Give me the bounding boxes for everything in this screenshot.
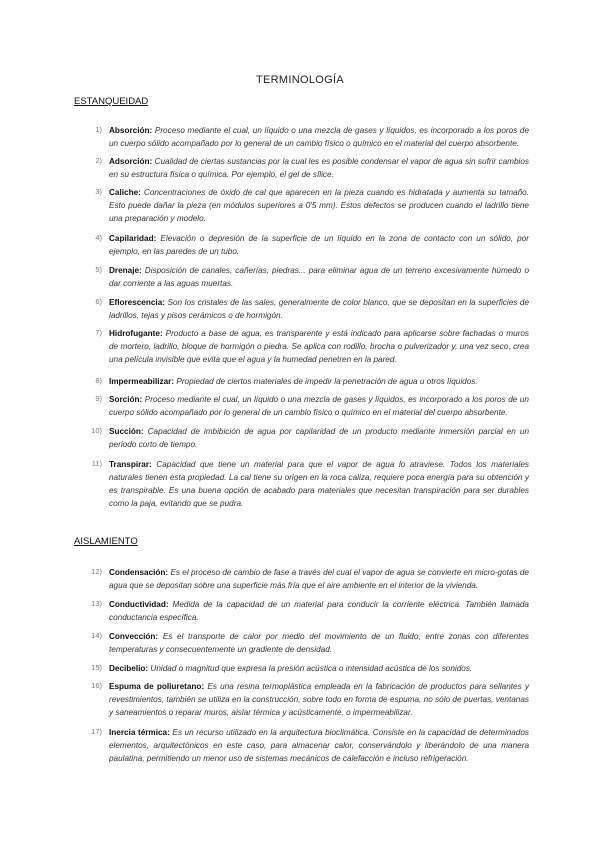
item-number: 12): [91, 567, 102, 576]
item-term: Hidrofugante:: [109, 329, 163, 338]
item-number: 10): [91, 426, 102, 435]
item-definition: Es el proceso de cambio de fase a través del cual el vapor de agua se convierte en micro-gotas de agua que se depositan sobre una superficie más fría que el aire ambiente en el interior de la vivienda.: [109, 568, 529, 590]
item-term: Espuma de poliuretano:: [109, 682, 205, 691]
item-term: Caliche:: [109, 188, 141, 197]
item-definition: Propiedad de ciertos materiales de impedir la penetración de agua u otros líquidos.: [176, 377, 478, 386]
item-term: Succión:: [109, 427, 144, 436]
item-definition: Cualidad de ciertas sustancias por la cual les es posible condensar el vapor de agua sin sufrir cambios en su estructura física o química. Por ejemplo, el gel de sílice.: [109, 157, 529, 179]
item-number: 9): [95, 394, 102, 403]
item-term: Transpirar:: [109, 460, 152, 469]
item-definition: Unidad o magnitud que expresa la presión acústica o intensidad acústica de los sonidos.: [150, 664, 473, 673]
item-term: Eflorescencia:: [109, 298, 165, 307]
item-number: 3): [95, 187, 102, 196]
item-definition: Producto a base de agua, es transparente y está indicado para aplicarse sobre fachadas o muros de mortero, ladrillo, bloque de hormigón o piedra. Se aplica con rodillo, brocha o pulverizador y, una vez seco, crea una película invisible que evita que el agua y la humedad penetren en la pared.: [109, 329, 529, 364]
item-number: 11): [91, 459, 102, 468]
item-number: 6): [95, 297, 102, 306]
item-definition: Medida de la capacidad de un material para conducir la corriente eléctrica. También llamada conductancia específica.: [109, 600, 529, 622]
item-term: Absorción:: [109, 126, 153, 135]
item-term: Adsorción:: [109, 157, 153, 166]
item-definition: Elevación o depresión de la superficie de un líquido en la zona de contacto con un sólido, por ejemplo, en las paredes de un tubo.: [109, 234, 529, 256]
item-definition: Es un recurso utilizado en la arquitectura bioclimática. Consiste en la capacidad de determinados elementos, arquitectónicos en este caso, para almacenar calor, conservándolo y liberándolo de una manera paulatina, permitiendo un menor uso de sistemas mecánicos de calefacción e incluso refrigeración.: [109, 728, 529, 763]
item-number: 4): [95, 233, 102, 242]
item-definition: Disposición de canales, cañerías, piedras... para eliminar agua de un terreno excesivamente húmedo o dar corriente a las aguas muertas.: [109, 266, 529, 288]
item-number: 2): [95, 156, 102, 165]
item-term: Inercia térmica:: [109, 728, 170, 737]
item-number: 16): [91, 681, 102, 690]
item-definition: Son los cristales de las sales, generalmente de color blanco, que se depositan en la superficies de ladrillos, tejas y pisos cerámicos o de hormigón.: [109, 298, 530, 320]
item-term: Decibelio:: [109, 664, 149, 673]
item-term: Impermeabilizar:: [109, 377, 175, 386]
item-number: 7): [95, 328, 102, 337]
item-number: 5): [95, 265, 102, 274]
document-title: TERMINOLOGÍA: [256, 74, 344, 86]
item-definition: Proceso mediante el cual, un líquido o una mezcla de gases y líquidos, es incorporado a los poros de un cuerpo sólido acompañado por lo general de un cambio físico o químico en el material del cuerpo absorbente.: [109, 395, 529, 417]
item-term: Convección:: [109, 632, 159, 641]
item-term: Conductividad:: [109, 600, 169, 609]
item-number: 1): [95, 125, 102, 134]
item-definition: Proceso mediante el cual, un líquido o una mezcla de gases y líquidos, es incorporado a los poros de un cuerpo sólido acompañado por lo general de un cambio físico o químico en el material del cuerpo absorbente.: [109, 126, 530, 148]
item-term: Sorción:: [109, 395, 143, 404]
item-definition: Es el transporte de calor por medio del movimiento de un fluido, entre zonas con diferentes temperaturas y consecuentemente un gradiente de densidad.: [109, 632, 529, 654]
item-number: 14): [91, 631, 102, 640]
item-term: Capilaridad:: [109, 234, 157, 243]
item-term: Drenaje:: [109, 266, 142, 275]
item-definition: Concentraciones de óxido de cal que aparecen en la pieza cuando es hidratada y aumenta su tamaño. Esto puede dañar la pieza (en módulos superiores a 0'5 mm). Estos defectos se producen cuando el ladrillo tiene una preparación y modelo.: [109, 188, 529, 223]
item-number: 17): [91, 727, 102, 736]
section-heading-estanqueidad: ESTANQUEIDAD: [74, 96, 149, 107]
item-number: 15): [91, 663, 102, 672]
item-number: 8): [95, 376, 102, 385]
item-number: 13): [91, 599, 102, 608]
item-definition: Es una resina termoplástica empleada en la fabricación de productos para sellantes y revestimientos, también se utiliza en la construcción, sobre todo en forma de espuma, no sólo de puertas, ventanas y saneamientos o reparar muros, aislar térmica y acústicamente, o impermeabilizar.: [109, 682, 529, 717]
section-heading-aislamiento: AISLAMIENTO: [74, 536, 138, 547]
item-definition: Capacidad que tiene un material para que el vapor de agua lo atraviese. Todos los materiales naturales tienen esta propiedad. La cal tiene su origen en la roca caliza, requiere poca energía para su obtención y es transpirable. Es una buena opción de acabado para materiales que necesitan transpiración para ser durables como la paja, evitando que se pudra.: [109, 460, 529, 508]
item-term: Condensación:: [109, 568, 169, 577]
item-definition: Capacidad de imbibición de agua por capilaridad de un producto mediante inmersión parcial en un periodo corto de tiempo.: [109, 427, 529, 449]
